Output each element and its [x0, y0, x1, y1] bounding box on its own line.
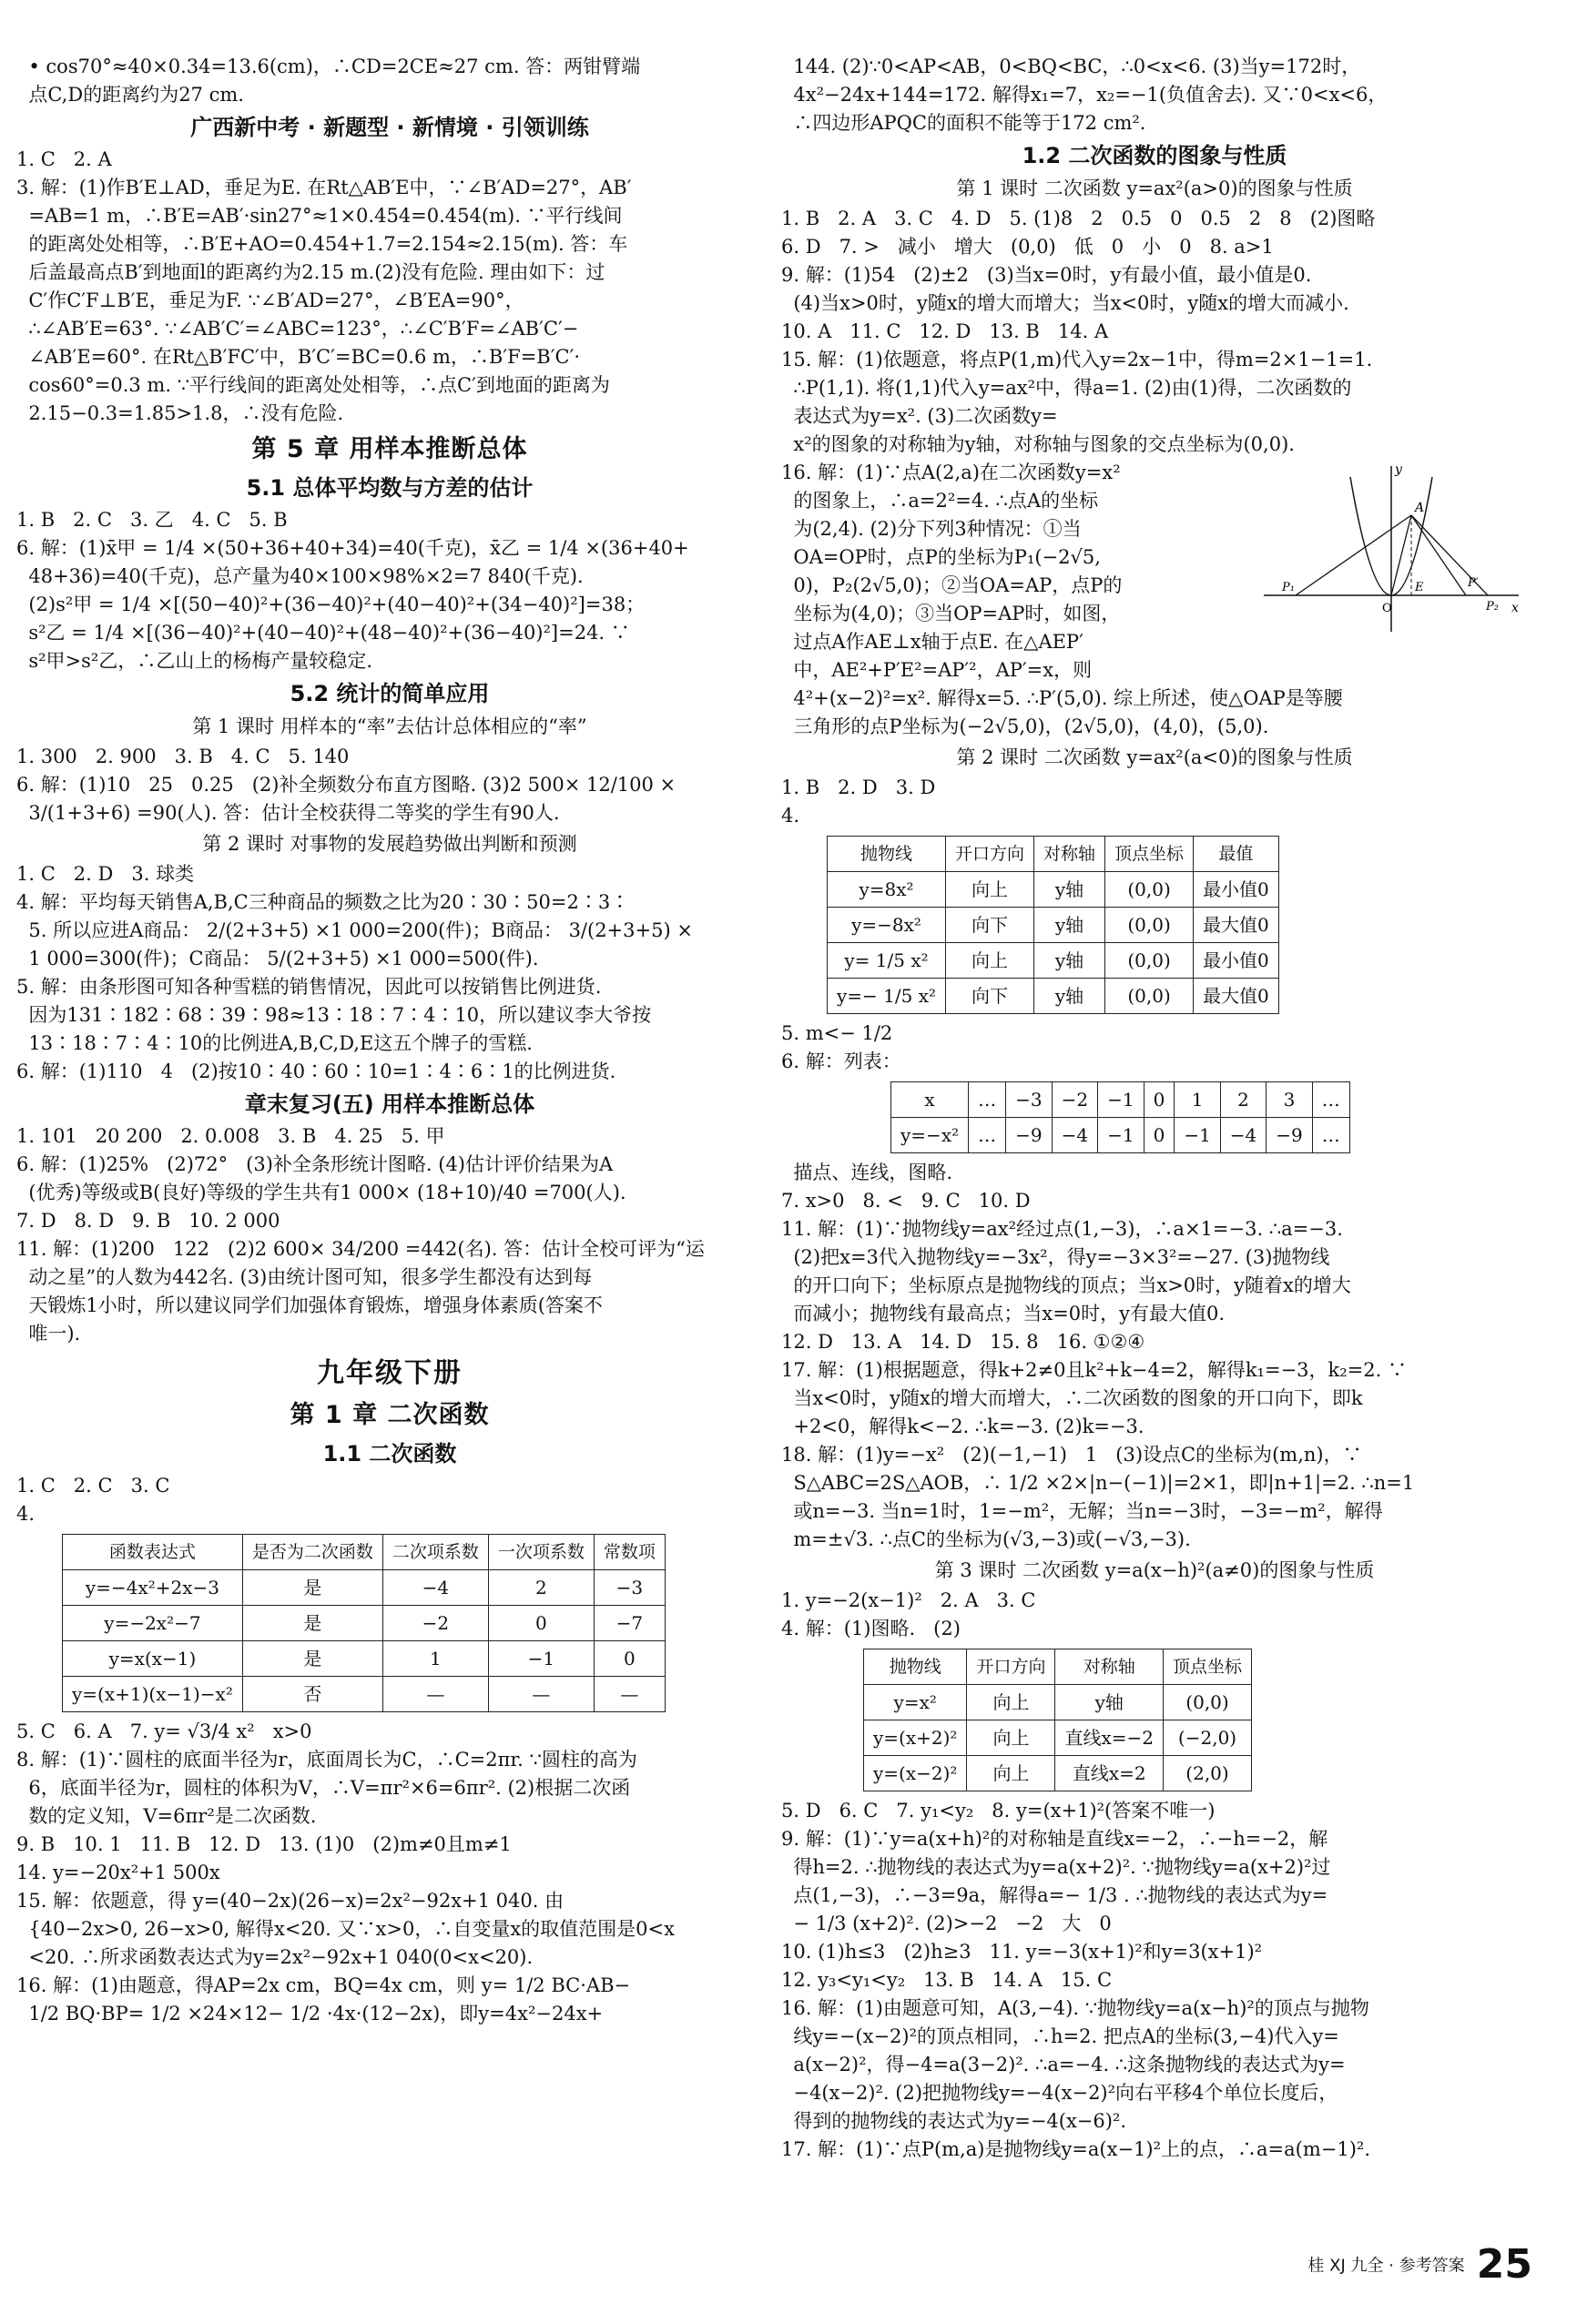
table-cell: …: [969, 1118, 1006, 1153]
answer-line: 线y=−(x−2)²的顶点相同，∴h=2. 把点A的坐标(3,−4)代入y=: [781, 2025, 1339, 2047]
value-table: [890, 1081, 1350, 1153]
table-cell: (0,0): [1105, 908, 1194, 943]
table-header-cell: 开口方向: [946, 837, 1034, 872]
table-cell: 向下: [946, 979, 1034, 1014]
answer-line: (2)s²甲 = 1/4 ×[(50−40)²+(36−40)²+(40−40)²+(34−40)²]=38；: [16, 594, 646, 615]
parabola-graph: [1255, 459, 1528, 641]
table-header-row: [864, 1649, 1252, 1685]
chapter1-title: 第 1 章 二次函数: [290, 1401, 490, 1429]
table-cell: 是: [242, 1641, 382, 1677]
answer-line: 3. 解：(1)作B′E⊥AD，垂足为E. 在Rt△AB′E中，∵∠B′AD=27°，AB′: [16, 177, 632, 198]
table-cell: (0,0): [1105, 943, 1194, 979]
table-cell: (0,0): [1105, 979, 1194, 1014]
answer-line: 的图象上，∴a=2²=4. ∴点A的坐标: [781, 490, 1099, 512]
answer-line: s²乙 = 1/4 ×[(36−40)²+(40−40)²+(48−40)²+(36−40)²]=24. ∵: [16, 622, 630, 644]
table-cell: 是: [242, 1606, 382, 1641]
table-cell: −7: [594, 1606, 665, 1641]
table-row: [828, 908, 1279, 943]
table-cell: y=−8x²: [828, 908, 946, 943]
table-cell: y=x²: [864, 1685, 967, 1720]
answer-line: 得h=2. ∴抛物线的表达式为y=a(x+2)². ∵抛物线y=a(x+2)²过: [781, 1856, 1331, 1878]
answer-line: 3/(1+3+6) =90(人). 答：估计全校获得二等奖的学生有90人.: [16, 802, 560, 824]
lesson3-title: 第 3 课时 二次函数 y=a(x−h)²(a≠0)的图象与性质: [934, 1559, 1375, 1581]
table-cell: −4: [1052, 1118, 1097, 1153]
answer-line: 1. 300 2. 900 3. B 4. C 5. 140: [16, 746, 350, 767]
table-cell: (0,0): [1105, 872, 1194, 908]
answer-line: 6. 解：(1)10 25 0.25 (2)补全频数分布直方图略. (3)2 500× 12/100 ×: [16, 774, 677, 796]
answer-line: 16. 解：(1)由题意可知，A(3,−4). ∵抛物线y=a(x−h)²的顶点与抛物: [781, 1997, 1369, 2019]
lesson1-a-pos-title: 第 1 课时 二次函数 y=ax²(a>0)的图象与性质: [956, 178, 1353, 199]
y-axis-label: y: [1395, 462, 1402, 477]
table-cell: −3: [1006, 1082, 1052, 1118]
table-header-cell: 抛物线: [864, 1649, 967, 1685]
answer-line: −4(x−2)². (2)把抛物线y=−4(x−2)²向右平移4个单位长度后，: [781, 2082, 1338, 2104]
table-header-row: [63, 1535, 666, 1570]
answer-line: 后盖最高点B′到地面l的距离约为2.15 m.(2)没有危险. 理由如下：过: [16, 261, 605, 283]
answer-line: 4. 解：平均每天销售A,B,C三种商品的频数之比为20∶30∶50=2∶3∶: [16, 891, 630, 913]
table-header-cell: 对称轴: [1055, 1649, 1164, 1685]
table-header-cell: 是否为二次函数: [242, 1535, 382, 1570]
answer-line: − 1/3 (x+2)². (2)>−2 −2 大 0: [781, 1913, 1112, 1934]
answer-line: 1. B 2. C 3. 乙 4. C 5. B: [16, 509, 288, 531]
footer-label: 桂 XJ 九全 · 参考答案: [1307, 2256, 1465, 2276]
answer-line: 16. 解：(1)由题意，得AP=2x cm，BQ=4x cm，则 y= 1/2 BC·AB−: [16, 1974, 631, 1996]
table-cell: 0: [1144, 1118, 1175, 1153]
table-cell: y轴: [1034, 979, 1105, 1014]
answer-line: 6. 解：(1)110 4 (2)按10∶40∶60∶10=1∶4∶6∶1的比例进货.: [16, 1061, 616, 1082]
table-cell: 1: [1175, 1082, 1220, 1118]
answer-line: 7. x>0 8. < 9. C 10. D: [781, 1190, 1031, 1212]
answer-line: 17. 解：(1)∵点P(m,a)是抛物线y=a(x−1)²上的点，∴a=a(m−1)².: [781, 2138, 1371, 2160]
table-row: [63, 1606, 666, 1641]
table-cell: 2: [488, 1570, 594, 1606]
answer-line: 唯一).: [16, 1323, 81, 1345]
table-cell: 直线x=−2: [1055, 1720, 1164, 1756]
answer-line: 5. m<− 1/2: [781, 1022, 893, 1044]
answer-line: x²的图象的对称轴为y轴，对称轴与图象的交点坐标为(0,0).: [781, 433, 1295, 455]
answer-line: 6. 解：(1)25% (2)72° (3)补全条形统计图略. (4)估计评价结果为A: [16, 1153, 614, 1175]
answer-line: 点C,D的距离约为27 cm.: [16, 84, 244, 106]
table-header-cell: 一次项系数: [488, 1535, 594, 1570]
table-row: [63, 1677, 666, 1712]
point-p2-label: P₂: [1486, 600, 1499, 614]
table-cell: −1: [1098, 1118, 1144, 1153]
answer-line: 描点、连线，图略.: [781, 1162, 953, 1183]
answer-line: 144. (2)∵0<AP<AB，0<BQ<BC，∴0<x<6. (3)当y=172时，: [781, 56, 1361, 77]
table-cell: y轴: [1055, 1685, 1164, 1720]
answer-line: 14. y=−20x²+1 500x: [16, 1862, 220, 1883]
table-cell: 否: [242, 1677, 382, 1712]
guangxi-training-title: 广西新中考 · 新题型 · 新情境 · 引领训练: [190, 115, 589, 140]
answer-line: 1. C 2. D 3. 球类: [16, 863, 195, 885]
answer-line: 5. 所以应进A商品： 2/(2+3+5) ×1 000=200(件)；B商品： 3/(2+3+5) ×: [16, 919, 693, 941]
parabola-properties-table: [827, 836, 1279, 1014]
lesson1-title: 第 1 课时 用样本的“率”去估计总体相应的“率”: [192, 715, 587, 737]
question16-block: [781, 459, 1528, 741]
lesson2-final-answers: [781, 1159, 1528, 1554]
answer-line: 4²+(x−2)²=x². 解得x=5. ∴P′(5,0). 综上所述，使△OAP是等腰: [781, 687, 1343, 709]
shifted-parabola-table: [863, 1649, 1252, 1791]
function-classification-table: [62, 1534, 666, 1712]
table-header-cell: 常数项: [594, 1535, 665, 1570]
answer-line: 4. 解：(1)图略. (2): [781, 1618, 961, 1639]
answer-line: 1 000=300(件)；C商品： 5/(2+3+5) ×1 000=500(件).: [16, 948, 539, 969]
table-cell: 是: [242, 1570, 382, 1606]
answer-line: 4x²−24x+144=172. 解得x₁=7，x₂=−1(负值舍去). 又∵0<x<6，: [781, 84, 1388, 106]
answer-line: 0)，P₂(2√5,0)；②当OA=AP，点P的: [781, 574, 1123, 596]
table-cell: y=(x+2)²: [864, 1720, 967, 1756]
lesson2-more-answers: [781, 1020, 1528, 1076]
table-cell: y=−x²: [891, 1118, 969, 1153]
table-cell: y=8x²: [828, 872, 946, 908]
origin-label: O: [1382, 602, 1392, 615]
answer-line: ∴P(1,1). 将(1,1)代入y=ax²中，得a=1. (2)由(1)得，二次函数的: [781, 377, 1352, 399]
point-a-label: A: [1415, 501, 1425, 515]
table-cell: 3: [1267, 1082, 1312, 1118]
answer-line: 4.: [781, 805, 800, 827]
table-cell: −2: [1052, 1082, 1097, 1118]
table-cell: −2: [382, 1606, 488, 1641]
answer-line: 11. 解：(1)200 122 (2)2 600× 34/200 =442(名). 答：估计全校可评为“运: [16, 1238, 705, 1260]
answer-line: a(x−2)²，得−4=a(3−2)². ∴a=−4. ∴这条抛物线的表达式为y=: [781, 2054, 1346, 2075]
answer-line: 1. y=−2(x−1)² 2. A 3. C: [781, 1589, 1036, 1611]
table-cell: y轴: [1034, 908, 1105, 943]
answer-line: <20. ∴所求函数表达式为y=2x²−92x+1 040(0<x<20).: [16, 1946, 534, 1968]
table-cell: (2,0): [1164, 1756, 1252, 1791]
table-cell: −1: [1175, 1118, 1220, 1153]
guangxi-answers: [16, 146, 763, 428]
lesson2-a-neg-answers: [781, 774, 1528, 830]
page-footer: [1307, 2241, 1532, 2288]
table-cell: y=−4x²+2x−3: [63, 1570, 243, 1606]
table-cell: −4: [1220, 1118, 1266, 1153]
lesson3-answers: [781, 1587, 1528, 1643]
table-cell: 2: [1220, 1082, 1266, 1118]
answer-line: 10. A 11. C 12. D 13. B 14. A: [781, 320, 1109, 342]
answer-line: (2)把x=3代入抛物线y=−3x²，得y=−3×3²=−27. (3)抛物线: [781, 1246, 1330, 1268]
review-answers: [16, 1122, 763, 1348]
table-cell: −4: [382, 1570, 488, 1606]
table-cell: 最小值0: [1194, 943, 1279, 979]
answer-line: C′作C′F⊥B′E，垂足为F. ∵∠B′AD=27°，∠B′EA=90°，: [16, 289, 524, 311]
answer-line: 6. 解：列表：: [781, 1050, 901, 1072]
review-title: 章末复习(五) 用样本推断总体: [244, 1091, 535, 1117]
answer-line: ∠AB′E=60°. 在Rt△B′FC′中，B′C′=BC=0.6 m，∴B′F=B′C′·: [16, 346, 581, 368]
answer-line: =AB=1 m，∴B′E=AB′·sin27°≈1×0.454=0.454(m). ∵平行线间: [16, 205, 623, 227]
answer-line: 数的定义知，V=6πr²是二次函数.: [16, 1805, 317, 1827]
point-p1-label: P₁: [1282, 581, 1295, 594]
table-cell: (0,0): [1164, 1685, 1252, 1720]
section11-answers: [16, 1472, 763, 1528]
table-cell: 向上: [946, 943, 1034, 979]
table-cell: 向上: [946, 872, 1034, 908]
table-header-cell: 最值: [1194, 837, 1279, 872]
table-cell: 向上: [967, 1756, 1055, 1791]
table-row: [63, 1570, 666, 1606]
answer-line: cos60°=0.3 m. ∵平行线间的距离处处相等，∴点C′到地面的距离为: [16, 374, 610, 396]
table-cell: …: [1312, 1118, 1349, 1153]
answer-line: 9. 解：(1)54 (2)±2 (3)当x=0时，y有最小值，最小值是0.: [781, 264, 1312, 286]
table-row: [864, 1720, 1252, 1756]
answer-line: 5. 解：由条形图可知各种雪糕的销售情况，因此可以按销售比例进货.: [16, 976, 602, 998]
table-cell: …: [969, 1082, 1006, 1118]
answer-line: 10. (1)h≤3 (2)h≥3 11. y=−3(x+1)²和y=3(x+1)²: [781, 1941, 1263, 1963]
answer-line: 11. 解：(1)∵抛物线y=ax²经过点(1,−3)，∴a×1=−3. ∴a=−3.: [781, 1218, 1343, 1240]
lesson2-a-neg-title: 第 2 课时 二次函数 y=ax²(a<0)的图象与性质: [956, 746, 1353, 768]
table-header-cell: 抛物线: [828, 837, 946, 872]
answer-line: 的开口向下；坐标原点是抛物线的顶点；当x>0时，y随着x的增大: [781, 1274, 1351, 1296]
answer-line: 1. C 2. A: [16, 148, 112, 170]
table-header-cell: 开口方向: [967, 1649, 1055, 1685]
table-header-cell: 对称轴: [1034, 837, 1105, 872]
answer-line: 8. 解：(1)∵圆柱的底面半径为r，底面周长为C，∴C=2πr. ∵圆柱的高为: [16, 1749, 637, 1771]
answer-line: 15. 解：依题意，得 y=(40−2x)(26−x)=2x²−92x+1 040. 由: [16, 1890, 565, 1912]
answer-line: (优秀)等级或B(良好)等级的学生共有1 000× (18+10)/40 =700(人).: [16, 1182, 626, 1203]
answer-line: 或n=−3. 当n=1时，1=−m²，无解；当n=−3时，−3=−m²，解得: [781, 1500, 1383, 1522]
table-cell: 1: [382, 1641, 488, 1677]
answer-line: {40−2x>0, 26−x>0, 解得x<20. 又∵x>0，∴自变量x的取值范围是0<x: [16, 1918, 675, 1940]
lesson3-more-answers: [781, 1797, 1528, 2164]
answer-line: 13∶18∶7∶4∶10的比例进A,B,C,D,E这五个牌子的雪糕.: [16, 1032, 533, 1054]
table-cell: 最小值0: [1194, 872, 1279, 908]
answer-line: m=±√3. ∴点C的坐标为(√3,−3)或(−√3,−3).: [781, 1528, 1191, 1550]
answer-line: 为(2,4). (2)分下列3种情况：①当: [781, 518, 1082, 540]
page-number: 25: [1476, 2241, 1532, 2288]
table-cell: −3: [594, 1570, 665, 1606]
top-continuation-right: [781, 53, 1528, 137]
table-cell: —: [488, 1677, 594, 1712]
lesson2-title: 第 2 课时 对事物的发展趋势做出判断和预测: [202, 833, 577, 855]
answer-line: 5. C 6. A 7. y= √3/4 x² x>0: [16, 1720, 312, 1742]
answer-line: 1. B 2. D 3. D: [781, 776, 936, 798]
table-cell: y=(x−2)²: [864, 1756, 967, 1791]
answer-line: ∴四边形APQC的面积不能等于172 cm².: [781, 112, 1146, 134]
lesson2-answers: [16, 860, 763, 1086]
table-cell: 最大值0: [1194, 979, 1279, 1014]
table-cell: 0: [488, 1606, 594, 1641]
section11-more-answers: [16, 1718, 763, 2028]
answer-line: 1/2 BQ·BP= 1/2 ×24×12− 1/2 ·4x·(12−2x)，即y=4x²−24x+: [16, 2003, 604, 2025]
table-cell: (−2,0): [1164, 1720, 1252, 1756]
table-row: [864, 1756, 1252, 1791]
right-column: [781, 53, 1528, 2164]
answer-line: 表达式为y=x². (3)二次函数y=: [781, 405, 1058, 427]
table-row: [891, 1118, 1350, 1153]
table-header-row: [828, 837, 1279, 872]
answer-line: 的距离处处相等，∴B′E+AO=0.454+1.7=2.154≈2.15(m). 答：车: [16, 233, 628, 255]
section11-title: 1.1 二次函数: [322, 1441, 457, 1466]
answer-line: 6. D 7. > 减小 增大 (0,0) 低 0 小 0 8. a>1: [781, 236, 1274, 258]
answer-line: 16. 解：(1)∵点A(2,a)在二次函数y=x²: [781, 462, 1121, 483]
table-cell: −1: [488, 1641, 594, 1677]
table-cell: y=x(x−1): [63, 1641, 243, 1677]
table-cell: y=− 1/5 x²: [828, 979, 946, 1014]
answer-line: (4)当x>0时，y随x的增大而增大；当x<0时，y随x的增大而减小.: [781, 292, 1349, 314]
answer-line: S△ABC=2S△AOB，∴ 1/2 ×2×|n−(−1)|=2×1，即|n+1|=2. ∴n=1: [781, 1472, 1415, 1494]
answer-line: 17. 解：(1)根据题意，得k+2≠0且k²+k−4=2，解得k₁=−3，k₂=2. ∵: [781, 1359, 1407, 1381]
answer-line: 坐标为(4,0)；③当OP=AP时，如图，: [781, 603, 1121, 624]
table-row: [828, 872, 1279, 908]
answer-line: 中，AE²+P′E²=AP′²，AP′=x，则: [781, 659, 1093, 681]
table-cell: 0: [1144, 1082, 1175, 1118]
answer-line: 48+36)=40(千克)，总产量为40×100×98%×2=7 840(千克).: [16, 565, 584, 587]
answer-line: 15. 解：(1)依题意，将点P(1,m)代入y=2x−1中，得m=2×1−1=1.: [781, 349, 1373, 370]
table-cell: x: [891, 1082, 969, 1118]
table-cell: y轴: [1034, 872, 1105, 908]
answer-line: 三角形的点P坐标为(−2√5,0)，(2√5,0)，(4,0)，(5,0).: [781, 715, 1269, 737]
table-cell: 向下: [946, 908, 1034, 943]
answer-line: ∴∠AB′E=63°. ∵∠AB′C′=∠ABC=123°，∴∠C′B′F=∠AB′C′−: [16, 318, 579, 340]
answer-line: 12. D 13. A 14. D 15. 8 16. ①②④: [781, 1331, 1145, 1353]
answer-line: 点(1,−3)，∴−3=9a，解得a=− 1/3 . ∴抛物线的表达式为y=: [781, 1884, 1328, 1906]
answer-line: 1. B 2. A 3. C 4. D 5. (1)8 2 0.5 0 0.5 2 8 (2)图略: [781, 208, 1376, 229]
section51-title: 5.1 总体平均数与方差的估计: [246, 475, 534, 501]
section12-title: 1.2 二次函数的图象与性质: [1022, 143, 1287, 168]
answer-line: OA=OP时，点P的坐标为P₁(−2√5,: [781, 546, 1101, 568]
table-header-cell: 二次项系数: [382, 1535, 488, 1570]
answer-line: 7. D 8. D 9. B 10. 2 000: [16, 1210, 280, 1232]
answer-line: 2.15−0.3=1.85>1.8，∴没有危险.: [16, 402, 344, 424]
left-column: [16, 53, 763, 2028]
answer-line: 4.: [16, 1503, 36, 1525]
answer-line: s²甲>s²乙，∴乙山上的杨梅产量较稳定.: [16, 650, 373, 672]
answer-line: 动之星”的人数为442名. (3)由统计图可知，很多学生都没有达到每: [16, 1266, 593, 1288]
table-row: [828, 943, 1279, 979]
table-cell: y轴: [1034, 943, 1105, 979]
answer-line: 5. D 6. C 7. y₁<y₂ 8. y=(x+1)²(答案不唯一): [781, 1800, 1216, 1822]
table-cell: 最大值0: [1194, 908, 1279, 943]
answer-line: 天锻炼1小时，所以建议同学们加强体育锻炼，增强身体素质(答案不: [16, 1294, 603, 1316]
table-cell: —: [382, 1677, 488, 1712]
lesson1-answers: [16, 743, 763, 827]
answer-line: 9. B 10. 1 11. B 12. D 13. (1)0 (2)m≠0且m≠1: [16, 1833, 512, 1855]
answer-line: +2<0，解得k<−2. ∴k=−3. (2)k=−3.: [781, 1416, 1144, 1437]
table-cell: 直线x=2: [1055, 1756, 1164, 1791]
top-continuation: [16, 53, 763, 109]
table-cell: …: [1312, 1082, 1349, 1118]
lesson1-a-pos-answers: [781, 205, 1528, 459]
answer-line: • cos70°≈40×0.34=13.6(cm)，∴CD=2CE≈27 cm. 答：两钳臂端: [16, 56, 641, 77]
answer-line: 6. 解：(1)x̄甲 = 1/4 ×(50+36+40+34)=40(千克)，x̄乙 = 1/4 ×(36+40+: [16, 537, 689, 559]
table-row: [828, 979, 1279, 1014]
answer-line: 而减小；抛物线有最高点；当x=0时，y有最大值0.: [781, 1303, 1226, 1324]
table-row: [891, 1082, 1350, 1118]
answer-line: 当x<0时，y随x的增大而增大，∴二次函数的图象的开口向下，即k: [781, 1387, 1363, 1409]
table-row: [63, 1641, 666, 1677]
table-cell: y= 1/5 x²: [828, 943, 946, 979]
table-cell: y=(x+1)(x−1)−x²: [63, 1677, 243, 1712]
answer-line: 6，底面半径为r，圆柱的体积为V，∴V=πr²×6=6πr². (2)根据二次函: [16, 1777, 631, 1799]
table-header-cell: 顶点坐标: [1164, 1649, 1252, 1685]
table-cell: −1: [1098, 1082, 1144, 1118]
table-header-cell: 顶点坐标: [1105, 837, 1194, 872]
table-cell: −9: [1267, 1118, 1312, 1153]
answer-line: 因为131∶182∶68∶39∶98≈13∶18∶7∶4∶10，所以建议李大爷按: [16, 1004, 652, 1026]
answer-line: 1. 101 20 200 2. 0.008 3. B 4. 25 5. 甲: [16, 1125, 445, 1147]
table-cell: —: [594, 1677, 665, 1712]
x-axis-label: x: [1511, 601, 1519, 615]
section52-title: 5.2 统计的简单应用: [290, 681, 490, 706]
answer-line: 9. 解：(1)∵y=a(x+h)²的对称轴是直线x=−2，∴−h=−2，解: [781, 1828, 1328, 1850]
table-header-cell: 函数表达式: [63, 1535, 243, 1570]
chapter5-title: 第 5 章 用样本推断总体: [251, 435, 528, 463]
table-cell: 向上: [967, 1685, 1055, 1720]
answer-line: 12. y₃<y₁<y₂ 13. B 14. A 15. C: [781, 1969, 1113, 1991]
grade-title: 九年级下册: [317, 1357, 463, 1389]
table-row: [864, 1685, 1252, 1720]
table-cell: −9: [1006, 1118, 1052, 1153]
answer-line: 得到的抛物线的表达式为y=−4(x−6)².: [781, 2110, 1127, 2132]
answer-line: 18. 解：(1)y=−x² (2)(−1,−1) 1 (3)设点C的坐标为(m,n)，∵: [781, 1444, 1362, 1466]
table-cell: y=−2x²−7: [63, 1606, 243, 1641]
answer-line: 1. C 2. C 3. C: [16, 1475, 170, 1497]
answer-line: 过点A作AE⊥x轴于点E. 在△AEP′: [781, 631, 1083, 653]
table-cell: 0: [594, 1641, 665, 1677]
table-cell: 向上: [967, 1720, 1055, 1756]
point-e-label: E: [1415, 581, 1424, 594]
point-pprime-label: P′: [1468, 576, 1479, 590]
section51-answers: [16, 506, 763, 675]
